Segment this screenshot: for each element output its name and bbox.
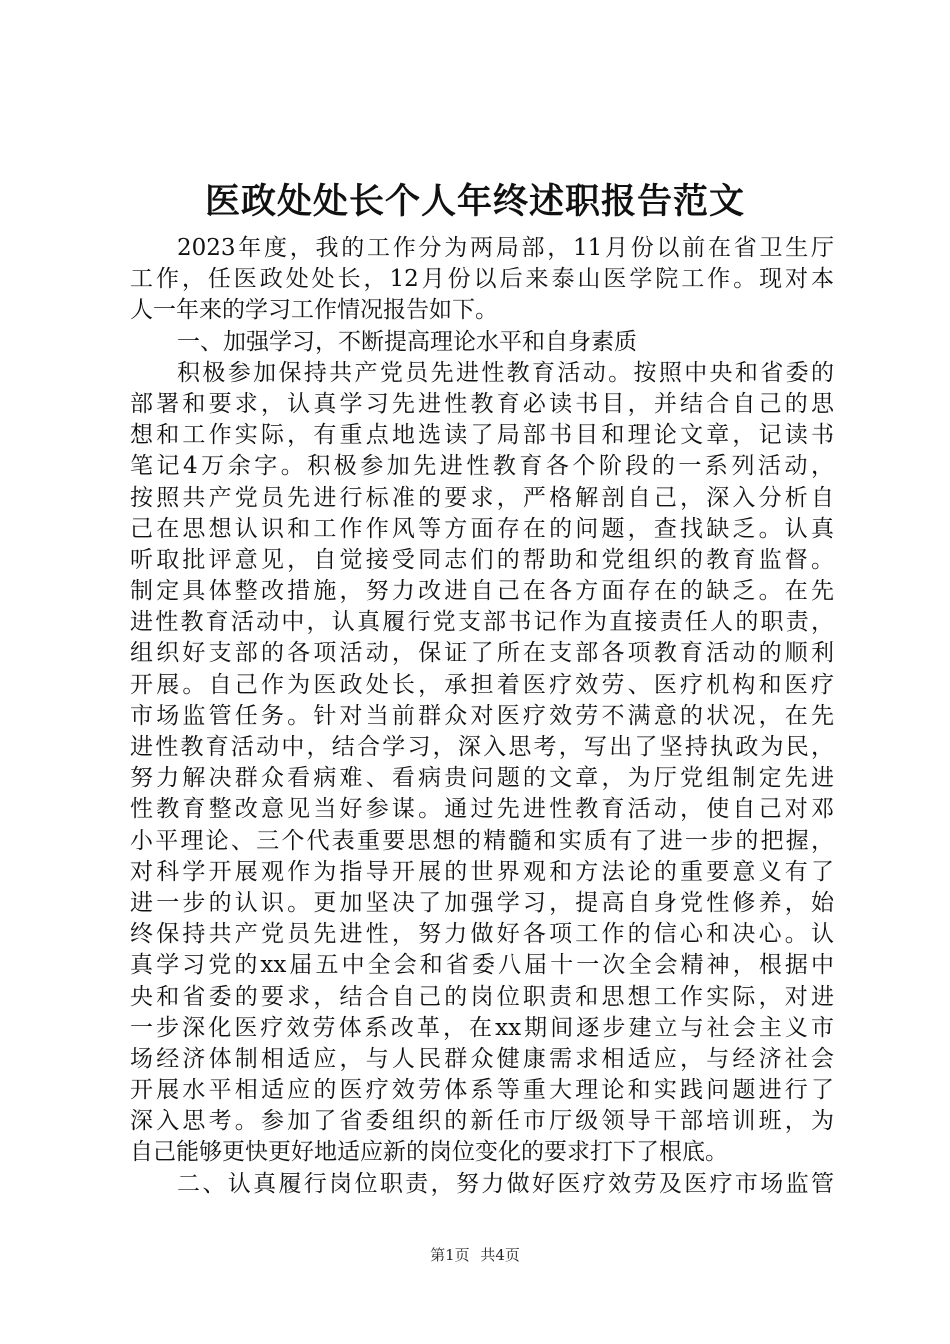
text-line: 深入思考。参加了省委组织的新任市厅级领导干部培训班，为 [130, 1108, 834, 1135]
document-title: 医政处处长个人年终述职报告范文 [204, 181, 745, 222]
text-line: 自己能够更快更好地适应新的岗位变化的要求打下了根底。 [130, 1139, 728, 1166]
text-line: 进性教育活动中，认真履行党支部书记作为直接责任人的职责， [130, 609, 834, 636]
text-line: 努力解决群众看病难、看病贵问题的文章，为厅党组制定先进 [130, 765, 834, 792]
page-number: 第1页 [430, 1246, 470, 1264]
text-line: 2023年度，我的工作分为两局部，11月份以前在省卫生厅 [177, 235, 834, 261]
text-line: 进性教育活动中，结合学习，深入思考，写出了坚持执政为民， [130, 734, 834, 760]
text-line: 制定具体整改措施，努力改进自己在各方面存在的缺乏。在先 [130, 578, 834, 605]
text-line: 市场监管任务。针对当前群众对医疗效劳不满意的状况，在先 [130, 702, 834, 729]
text-line: 人一年来的学习工作情况报告如下。 [130, 297, 498, 324]
document-body [130, 233, 834, 1200]
text-line: 一步深化医疗效劳体系改革，在xx期间逐步建立与社会主义市 [130, 1014, 834, 1041]
text-line: 真学习党的xx届五中全会和省委八届十一次全会精神，根据中 [130, 952, 834, 979]
text-line: 终保持共产党员先进性，努力做好各项工作的信心和决心。认 [130, 921, 834, 948]
text-line: 二、认真履行岗位职责，努力做好医疗效劳及医疗市场监管 [177, 1170, 834, 1197]
page-total: 共4页 [480, 1246, 520, 1264]
text-line: 央和省委的要求，结合自己的岗位职责和思想工作实际，对进 [130, 983, 834, 1010]
text-line: 按照共产党员先进行标准的要求，严格解剖自己，深入分析自 [130, 484, 834, 511]
text-line: 笔记4万余字。积极参加先进性教育各个阶段的一系列活动， [130, 453, 834, 480]
text-line: 部署和要求，认真学习先进性教育必读书目，并结合自己的思 [130, 390, 834, 417]
text-line: 想和工作实际，有重点地选读了局部书目和理论文章，记读书 [130, 422, 834, 449]
text-line: 一、加强学习，不断提高理论水平和自身素质 [177, 328, 637, 355]
text-line: 积极参加保持共产党员先进性教育活动。按照中央和省委的 [177, 359, 834, 386]
text-line: 开展水平相适应的医疗效劳体系等重大理论和实践问题进行了 [130, 1077, 834, 1104]
text-line: 对科学开展观作为指导开展的世界观和方法论的重要意义有了 [130, 858, 834, 885]
text-line: 听取批评意见，自觉接受同志们的帮助和党组织的教育监督。 [130, 546, 834, 573]
text-line: 进一步的认识。更加坚决了加强学习，提高自身党性修养，始 [130, 889, 834, 916]
text-line: 性教育整改意见当好参谋。通过先进性教育活动，使自己对邓 [130, 796, 834, 823]
text-line: 场经济体制相适应，与人民群众健康需求相适应，与经济社会 [130, 1045, 834, 1072]
text-line: 开展。自己作为医政处长，承担着医疗效劳、医疗机构和医疗 [130, 671, 834, 698]
text-line: 工作，任医政处处长，12月份以后来泰山医学院工作。现对本 [130, 266, 834, 293]
text-line: 组织好支部的各项活动，保证了所在支部各项教育活动的顺利 [130, 640, 834, 667]
text-line: 小平理论、三个代表重要思想的精髓和实质有了进一步的把握， [130, 827, 834, 854]
text-line: 己在思想认识和工作作风等方面存在的问题，查找缺乏。认真 [130, 515, 834, 542]
page-footer [0, 1245, 950, 1265]
